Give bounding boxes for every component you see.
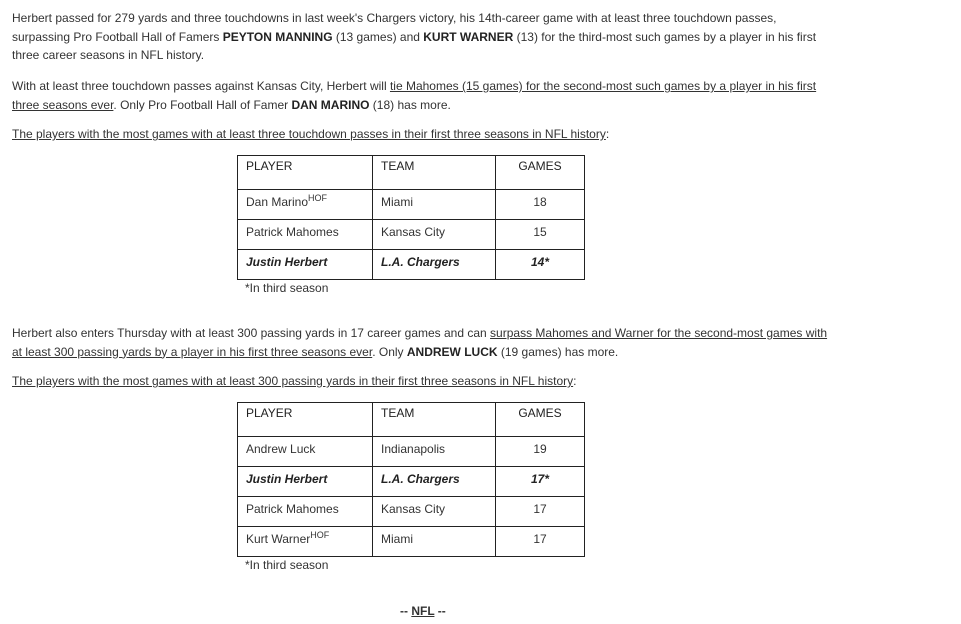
player-name: Kurt Warner (246, 532, 311, 546)
table-row (238, 527, 585, 557)
team-cell: L.A. Chargers (373, 250, 496, 280)
p2-text: With at least three touchdown passes against Kansas City, Herbert will (12, 79, 390, 93)
colon: : (573, 374, 577, 388)
player-cell: Andrew Luck (238, 437, 373, 467)
team-cell: Miami (373, 190, 496, 220)
header-team: TEAM (373, 403, 496, 437)
games-cell: 17 (496, 527, 585, 557)
paragraph-tie-mahomes (12, 77, 832, 114)
games-cell: 19 (496, 437, 585, 467)
paragraph-300-yards (12, 324, 832, 361)
games-cell: 15 (496, 220, 585, 250)
dan-marino-name: DAN MARINO (291, 97, 370, 112)
td-leaders-link[interactable]: The players with the most games with at least three touchdown passes in their first three seasons in NFL history (12, 127, 606, 141)
hof-superscript: HOF (308, 193, 328, 203)
games-cell: 14* (496, 250, 585, 280)
table-row (238, 220, 585, 250)
team-cell: L.A. Chargers (373, 467, 496, 497)
player-cell: Patrick Mahomes (238, 220, 373, 250)
player-cell: Patrick Mahomes (238, 497, 373, 527)
header-games: GAMES (496, 156, 585, 190)
player-cell (238, 190, 373, 220)
team-cell: Miami (373, 527, 496, 557)
games-cell: 17* (496, 467, 585, 497)
table-row (238, 190, 585, 220)
p2-text-b: . Only Pro Football Hall of Famer (113, 97, 292, 112)
games-cell: 17 (496, 497, 585, 527)
td-games-table (237, 155, 585, 280)
table-row (238, 437, 585, 467)
p4-text-b: . Only (372, 344, 407, 359)
team-cell: Kansas City (373, 220, 496, 250)
table-header-row (238, 403, 585, 437)
table-footnote: *In third season (245, 281, 329, 295)
andrew-luck-name: ANDREW LUCK (406, 344, 498, 359)
p1-text-c: (13) for the third-most such games by a player in his first three career seasons in NFL history. (12, 29, 817, 62)
p1-text: Herbert passed for 279 yards and three touchdowns in last week's Chargers victory, his 14th-career game with at least three touchdown passes, surpassing Pro Football Hall of Famers (12, 11, 777, 44)
p1-text-b: (13 games) and (332, 29, 424, 44)
peyton-manning-name: PEYTON MANNING (222, 29, 333, 44)
header-team: TEAM (373, 156, 496, 190)
player-cell (238, 527, 373, 557)
games-cell: 18 (496, 190, 585, 220)
p4-text: Herbert also enters Thursday with at least 300 passing yards in 17 career games and can (12, 326, 491, 340)
nfl-link[interactable]: NFL (411, 604, 435, 618)
table-header-row (238, 156, 585, 190)
p2-text-c: (18) has more. (369, 97, 451, 112)
p4-text-c: (19 games) has more. (497, 344, 619, 359)
footer-dash: -- (400, 604, 412, 618)
header-player: PLAYER (238, 156, 373, 190)
team-cell: Kansas City (373, 497, 496, 527)
player-cell: Justin Herbert (238, 467, 373, 497)
header-games: GAMES (496, 403, 585, 437)
table-row (238, 497, 585, 527)
tie-mahomes-link[interactable]: tie Mahomes (15 games) for the second-most such games by a player in his first three seasons ever (12, 79, 817, 112)
kurt-warner-name: KURT WARNER (423, 29, 514, 44)
table-row-highlighted (238, 250, 585, 280)
hof-superscript: HOF (310, 530, 330, 540)
yards-leaders-link[interactable]: The players with the most games with at least 300 passing yards in their first three seasons in NFL history (12, 374, 574, 388)
player-cell: Justin Herbert (238, 250, 373, 280)
paragraph-yards-table-intro (12, 372, 832, 391)
surpass-mahomes-link[interactable]: surpass Mahomes and Warner for the second-most games with at least 300 passing yards by a player in his first three seasons ever (12, 326, 828, 359)
header-player: PLAYER (238, 403, 373, 437)
footer-dash: -- (434, 604, 446, 618)
300-yard-games-table (237, 402, 585, 557)
player-name: Dan Marino (246, 195, 309, 209)
table-footnote: *In third season (245, 558, 329, 572)
table-row-highlighted (238, 467, 585, 497)
colon: : (605, 127, 610, 141)
paragraph-td-table-intro (12, 125, 832, 144)
footer-nfl (400, 604, 446, 618)
paragraph-passing-tds (12, 9, 832, 65)
team-cell: Indianapolis (373, 437, 496, 467)
